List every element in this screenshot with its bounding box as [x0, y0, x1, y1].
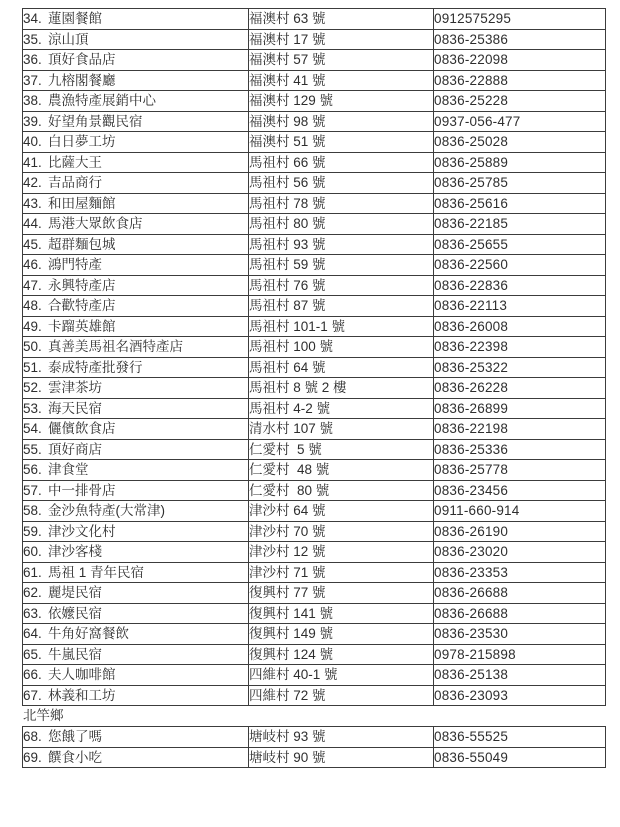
section-label-beigan: 北竿鄉 — [23, 708, 64, 723]
entry-name: 涼山頂 — [48, 31, 89, 47]
entry-name: 真善美馬祖名酒特產店 — [48, 339, 183, 354]
entry-phone: 0836-25322 — [434, 357, 606, 378]
entry-name: 好望角景觀民宿 — [48, 113, 143, 129]
table-row — [23, 419, 606, 440]
entry-name: 夫人咖啡館 — [48, 667, 116, 682]
table-row — [23, 501, 606, 522]
entry-phone: 0836-25336 — [434, 439, 606, 460]
entry-phone: 0836-55525 — [434, 727, 606, 748]
entry-phone: 0836-25778 — [434, 460, 606, 481]
entry-name-cell — [23, 50, 249, 71]
table-row — [23, 521, 606, 542]
entry-name-cell — [23, 378, 249, 399]
entry-address: 福澳村 98 號 — [249, 111, 434, 132]
table-row — [23, 296, 606, 317]
entry-phone: 0978-215898 — [434, 644, 606, 665]
entry-name-cell — [23, 727, 249, 748]
entry-number: 36. — [23, 52, 42, 67]
entry-number: 47. — [23, 277, 42, 293]
entry-number: 65. — [23, 646, 42, 662]
entry-phone: 0836-26228 — [434, 378, 606, 399]
entry-number: 59. — [23, 523, 42, 539]
entry-phone: 0836-26688 — [434, 603, 606, 624]
entry-number: 51. — [23, 359, 42, 375]
entry-phone: 0836-26899 — [434, 398, 606, 419]
entry-name-cell — [23, 562, 249, 583]
entry-name: 雲津茶坊 — [48, 380, 102, 395]
entry-name-cell — [23, 152, 249, 173]
entry-address: 馬祖村 93 號 — [249, 234, 434, 255]
entry-name-cell — [23, 296, 249, 317]
entry-name: 海天民宿 — [48, 400, 102, 416]
beigan-table-body — [23, 727, 606, 768]
entry-address: 復興村 141 號 — [249, 603, 434, 624]
table-row — [23, 644, 606, 665]
entry-phone: 0836-25616 — [434, 193, 606, 214]
entry-name-cell — [23, 357, 249, 378]
entry-name: 泰成特產批發行 — [48, 359, 143, 375]
entry-phone: 0836-23530 — [434, 624, 606, 645]
entry-name: 鴻門特產 — [48, 257, 102, 272]
entry-name: 合歡特產店 — [48, 298, 116, 313]
entry-name: 蓮園餐館 — [48, 11, 102, 26]
entry-phone: 0836-25028 — [434, 132, 606, 153]
entry-phone: 0836-22098 — [434, 50, 606, 71]
table-row — [23, 562, 606, 583]
entry-address: 福澳村 63 號 — [249, 9, 434, 30]
entry-phone: 0836-23020 — [434, 542, 606, 563]
entry-address: 塘岐村 93 號 — [249, 727, 434, 748]
entry-address: 馬祖村 64 號 — [249, 357, 434, 378]
directory-table-beigan — [22, 726, 606, 768]
table-row — [23, 624, 606, 645]
entry-number: 63. — [23, 605, 42, 621]
entry-name: 白日夢工坊 — [48, 134, 116, 149]
entry-name: 農漁特產展銷中心 — [48, 93, 156, 108]
entry-address: 福澳村 17 號 — [249, 29, 434, 50]
entry-name-cell — [23, 439, 249, 460]
entry-number: 58. — [23, 503, 42, 518]
table-row — [23, 255, 606, 276]
entry-number: 49. — [23, 318, 42, 334]
entry-name: 永興特產店 — [48, 277, 116, 293]
entry-name-cell — [23, 501, 249, 522]
entry-name: 津沙客棧 — [48, 544, 102, 559]
entry-number: 35. — [23, 31, 42, 47]
entry-name: 比薩大王 — [48, 154, 102, 170]
table-row — [23, 378, 606, 399]
entry-address: 仁愛村 48 號 — [249, 460, 434, 481]
table-row — [23, 727, 606, 748]
entry-name-cell — [23, 132, 249, 153]
entry-number: 64. — [23, 626, 42, 641]
entry-name-cell — [23, 624, 249, 645]
table-row — [23, 111, 606, 132]
entry-phone: 0836-26008 — [434, 316, 606, 337]
entry-address: 馬祖村 4-2 號 — [249, 398, 434, 419]
entry-phone: 0912575295 — [434, 9, 606, 30]
entry-number: 66. — [23, 667, 42, 682]
entry-address: 津沙村 64 號 — [249, 501, 434, 522]
entry-name: 超群麵包城 — [48, 236, 116, 252]
entry-number: 53. — [23, 400, 42, 416]
entry-name: 儷儐飲食店 — [48, 421, 116, 436]
table-row — [23, 398, 606, 419]
entry-address: 四維村 40-1 號 — [249, 665, 434, 686]
entry-name-cell — [23, 419, 249, 440]
entry-number: 55. — [23, 441, 42, 457]
entry-address: 仁愛村 5 號 — [249, 439, 434, 460]
entry-name: 金沙魚特產(大常津) — [48, 503, 165, 518]
entry-phone: 0836-25655 — [434, 234, 606, 255]
entry-name-cell — [23, 665, 249, 686]
entry-address: 馬祖村 8 號 2 樓 — [249, 378, 434, 399]
entry-number: 42. — [23, 175, 42, 190]
entry-name: 頂好商店 — [48, 441, 102, 457]
entry-address: 四維村 72 號 — [249, 685, 434, 706]
entry-name: 卡蹓英雄館 — [48, 318, 116, 334]
table-row — [23, 665, 606, 686]
entry-phone: 0836-22836 — [434, 275, 606, 296]
entry-phone: 0911-660-914 — [434, 501, 606, 522]
entry-address: 復興村 149 號 — [249, 624, 434, 645]
table-row — [23, 439, 606, 460]
entry-name-cell — [23, 521, 249, 542]
entry-name-cell — [23, 29, 249, 50]
entry-name-cell — [23, 9, 249, 30]
table-row — [23, 9, 606, 30]
entry-phone: 0836-25889 — [434, 152, 606, 173]
entry-address: 仁愛村 80 號 — [249, 480, 434, 501]
table-row — [23, 152, 606, 173]
entry-number: 39. — [23, 113, 42, 129]
entry-name: 津食堂 — [48, 462, 89, 477]
entry-phone: 0836-25228 — [434, 91, 606, 112]
table-row — [23, 603, 606, 624]
entry-number: 48. — [23, 298, 42, 313]
entry-name: 林義和工坊 — [48, 687, 116, 703]
entry-name: 九榕閣餐廳 — [48, 72, 116, 88]
entry-name-cell — [23, 542, 249, 563]
entry-name-cell — [23, 316, 249, 337]
table-row — [23, 460, 606, 481]
table-row — [23, 173, 606, 194]
entry-address: 福澳村 51 號 — [249, 132, 434, 153]
entry-phone: 0836-22560 — [434, 255, 606, 276]
entry-name: 中一排骨店 — [48, 482, 116, 498]
entry-number: 67. — [23, 687, 42, 703]
entry-phone: 0836-22113 — [434, 296, 606, 317]
entry-name-cell — [23, 685, 249, 706]
table-row — [23, 316, 606, 337]
entry-name: 馬祖 1 青年民宿 — [48, 564, 145, 580]
entry-address: 馬祖村 100 號 — [249, 337, 434, 358]
table-row — [23, 132, 606, 153]
entry-address: 馬祖村 76 號 — [249, 275, 434, 296]
entry-address: 津沙村 71 號 — [249, 562, 434, 583]
entry-number: 50. — [23, 339, 42, 354]
entry-phone: 0836-23093 — [434, 685, 606, 706]
entry-number: 41. — [23, 154, 42, 170]
entry-phone: 0836-26190 — [434, 521, 606, 542]
table-row — [23, 193, 606, 214]
entry-address: 復興村 77 號 — [249, 583, 434, 604]
table-row — [23, 480, 606, 501]
table-row — [23, 542, 606, 563]
entry-number: 56. — [23, 462, 42, 477]
entry-address: 馬祖村 59 號 — [249, 255, 434, 276]
table-row — [23, 29, 606, 50]
table-row — [23, 70, 606, 91]
entry-phone: 0836-23353 — [434, 562, 606, 583]
table-row — [23, 214, 606, 235]
entry-name-cell — [23, 398, 249, 419]
entry-name: 和田屋麵館 — [48, 195, 116, 211]
nangan-table-body — [23, 9, 606, 706]
entry-phone: 0836-22888 — [434, 70, 606, 91]
directory-table-nangan — [22, 8, 606, 706]
entry-number: 44. — [23, 216, 42, 231]
entry-name-cell — [23, 255, 249, 276]
entry-name: 頂好食品店 — [48, 52, 116, 67]
entry-phone: 0836-55049 — [434, 747, 606, 768]
entry-phone: 0836-25785 — [434, 173, 606, 194]
entry-number: 37. — [23, 72, 42, 88]
entry-name-cell — [23, 747, 249, 768]
entry-address: 馬祖村 56 號 — [249, 173, 434, 194]
entry-name: 依嬤民宿 — [48, 605, 102, 621]
entry-number: 60. — [23, 544, 42, 559]
entry-name-cell — [23, 644, 249, 665]
entry-name-cell — [23, 583, 249, 604]
table-row — [23, 275, 606, 296]
table-row — [23, 234, 606, 255]
entry-address: 馬祖村 78 號 — [249, 193, 434, 214]
table-row — [23, 50, 606, 71]
entry-address: 馬祖村 80 號 — [249, 214, 434, 235]
entry-number: 54. — [23, 421, 42, 436]
entry-phone: 0836-25386 — [434, 29, 606, 50]
entry-name-cell — [23, 460, 249, 481]
entry-address: 馬祖村 101-1 號 — [249, 316, 434, 337]
entry-name: 馬港大眾飲食店 — [48, 216, 143, 231]
entry-name-cell — [23, 111, 249, 132]
entry-name-cell — [23, 214, 249, 235]
entry-number: 34. — [23, 11, 42, 26]
entry-number: 46. — [23, 257, 42, 272]
entry-phone: 0836-22398 — [434, 337, 606, 358]
entry-phone: 0836-26688 — [434, 583, 606, 604]
entry-name: 麗堤民宿 — [48, 585, 102, 600]
entry-phone: 0937-056-477 — [434, 111, 606, 132]
table-row — [23, 357, 606, 378]
entry-name: 牛嵐民宿 — [48, 646, 102, 662]
entry-phone: 0836-22198 — [434, 419, 606, 440]
entry-address: 馬祖村 66 號 — [249, 152, 434, 173]
entry-name: 津沙文化村 — [48, 523, 116, 539]
entry-number: 43. — [23, 195, 42, 211]
entry-name-cell — [23, 91, 249, 112]
entry-address: 福澳村 129 號 — [249, 91, 434, 112]
entry-address: 馬祖村 87 號 — [249, 296, 434, 317]
table-row — [23, 337, 606, 358]
entry-address: 津沙村 12 號 — [249, 542, 434, 563]
entry-address: 塘岐村 90 號 — [249, 747, 434, 768]
entry-number: 62. — [23, 585, 42, 600]
entry-name-cell — [23, 234, 249, 255]
entry-address: 復興村 124 號 — [249, 644, 434, 665]
entry-name-cell — [23, 480, 249, 501]
entry-address: 福澳村 41 號 — [249, 70, 434, 91]
entry-name: 牛角好窩餐飲 — [48, 626, 129, 641]
entry-name: 饌食小吃 — [48, 749, 102, 765]
table-row — [23, 685, 606, 706]
entry-number: 57. — [23, 482, 42, 498]
entry-phone: 0836-22185 — [434, 214, 606, 235]
entry-address: 津沙村 70 號 — [249, 521, 434, 542]
entry-name: 吉品商行 — [48, 175, 102, 190]
entry-name: 您餓了嗎 — [48, 729, 102, 744]
entry-phone: 0836-23456 — [434, 480, 606, 501]
table-row — [23, 91, 606, 112]
entry-address: 清水村 107 號 — [249, 419, 434, 440]
entry-number: 52. — [23, 380, 42, 395]
entry-name-cell — [23, 193, 249, 214]
entry-number: 69. — [23, 749, 42, 765]
entry-number: 45. — [23, 236, 42, 252]
table-row — [23, 583, 606, 604]
entry-number: 61. — [23, 564, 42, 580]
entry-name-cell — [23, 603, 249, 624]
entry-number: 38. — [23, 93, 42, 108]
entry-number: 68. — [23, 729, 42, 744]
entry-name-cell — [23, 337, 249, 358]
entry-phone: 0836-25138 — [434, 665, 606, 686]
entry-name-cell — [23, 173, 249, 194]
entry-name-cell — [23, 70, 249, 91]
table-row — [23, 747, 606, 768]
entry-address: 福澳村 57 號 — [249, 50, 434, 71]
entry-name-cell — [23, 275, 249, 296]
entry-number: 40. — [23, 134, 42, 149]
